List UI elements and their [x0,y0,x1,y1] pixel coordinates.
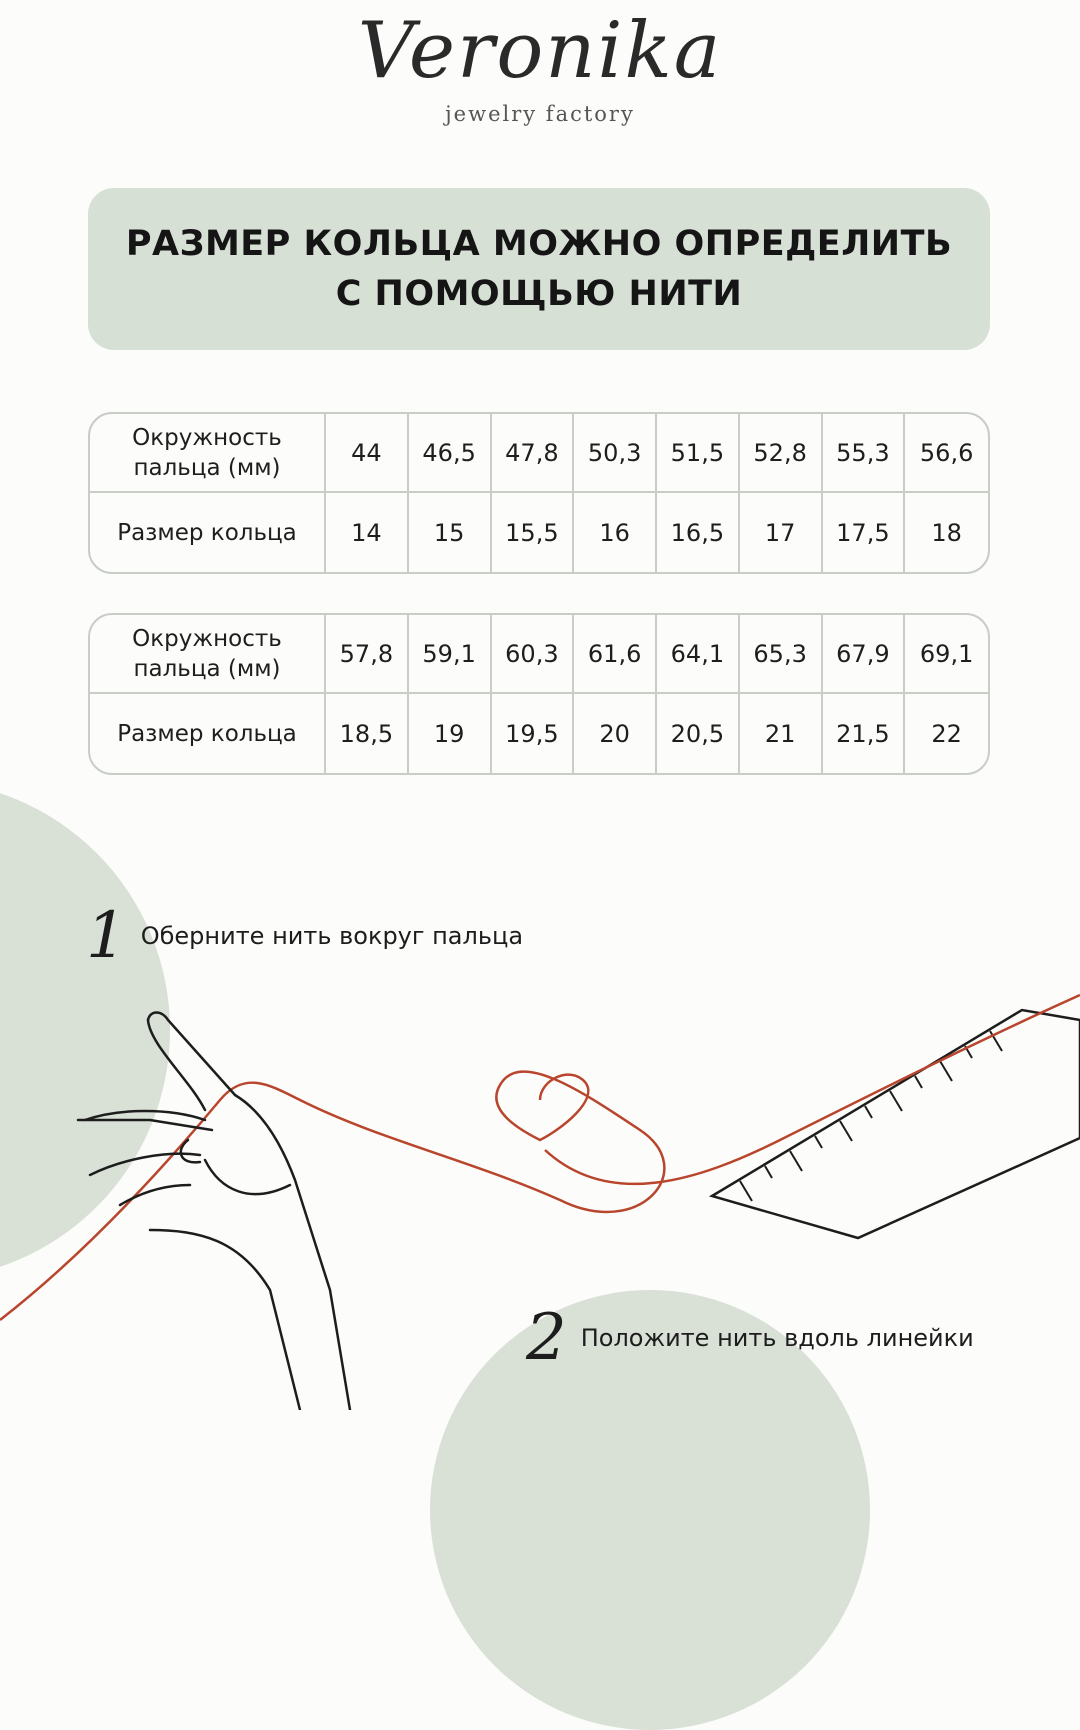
thread-heart-icon [0,995,1080,1320]
headline-line-1: РАЗМЕР КОЛЬЦА МОЖНО ОПРЕДЕЛИТЬ [125,224,953,264]
circumference-cell: 65,3 [740,615,823,694]
circumference-cell: 56,6 [905,414,988,493]
brand-logo-subtitle: jewelry factory [445,102,635,126]
row-label-circumference: Окружность пальца (мм) [90,615,326,694]
circumference-cell: 69,1 [905,615,988,694]
headline-line-2: С ПОМОЩЬЮ НИТИ [335,274,743,314]
ring-size-cell: 20,5 [657,694,740,773]
circumference-cell: 57,8 [326,615,409,694]
circumference-cell: 55,3 [823,414,906,493]
row-label-ring-size: Размер кольца [90,493,326,572]
ring-size-cell: 20 [574,694,657,773]
ring-size-cell: 16,5 [657,493,740,572]
circumference-cell: 64,1 [657,615,740,694]
ring-size-cell: 19 [409,694,492,773]
ring-size-cell: 15 [409,493,492,572]
ring-size-cell: 14 [326,493,409,572]
step-1-text: Оберните нить вокруг пальца [140,922,524,950]
circumference-cell: 67,9 [823,615,906,694]
circumference-cell: 61,6 [574,615,657,694]
step-2-number: 2 [526,1301,567,1375]
ring-size-cell: 22 [931,719,962,748]
circumference-cell: 52,8 [740,414,823,493]
step-2 [526,1301,974,1375]
circumference-cell: 44 [326,414,409,493]
ring-size-cell: 18 [931,518,962,547]
circumference-cell: 46,5 [409,414,492,493]
circumference-cell: 51,5 [657,414,740,493]
ring-size-cell: 21,5 [823,694,906,773]
ring-size-cell: 16 [574,493,657,572]
circumference-cell: 47,8 [492,414,575,493]
row-label-ring-size: Размер кольца [90,694,326,773]
size-table-2 [88,613,990,775]
circumference-cell: 60,3 [492,615,575,694]
ring-size-cell: 19,5 [492,694,575,773]
ring-size-cell: 18,5 [326,694,409,773]
ring-size-cell: 15,5 [492,493,575,572]
circumference-cell: 50,3 [574,414,657,493]
ring-size-cell: 17,5 [823,493,906,572]
brand-logo-name: Veronika [357,6,723,96]
ring-size-cell: 21 [740,694,823,773]
step-1-number: 1 [86,899,127,973]
row-label-circumference: Окружность пальца (мм) [90,414,326,493]
headline-banner [88,188,990,350]
step-2-text: Положите нить вдоль линейки [580,1324,974,1352]
size-table-1 [88,412,990,574]
step-1 [86,899,524,973]
ring-size-cell: 17 [740,493,823,572]
circumference-cell: 59,1 [409,615,492,694]
